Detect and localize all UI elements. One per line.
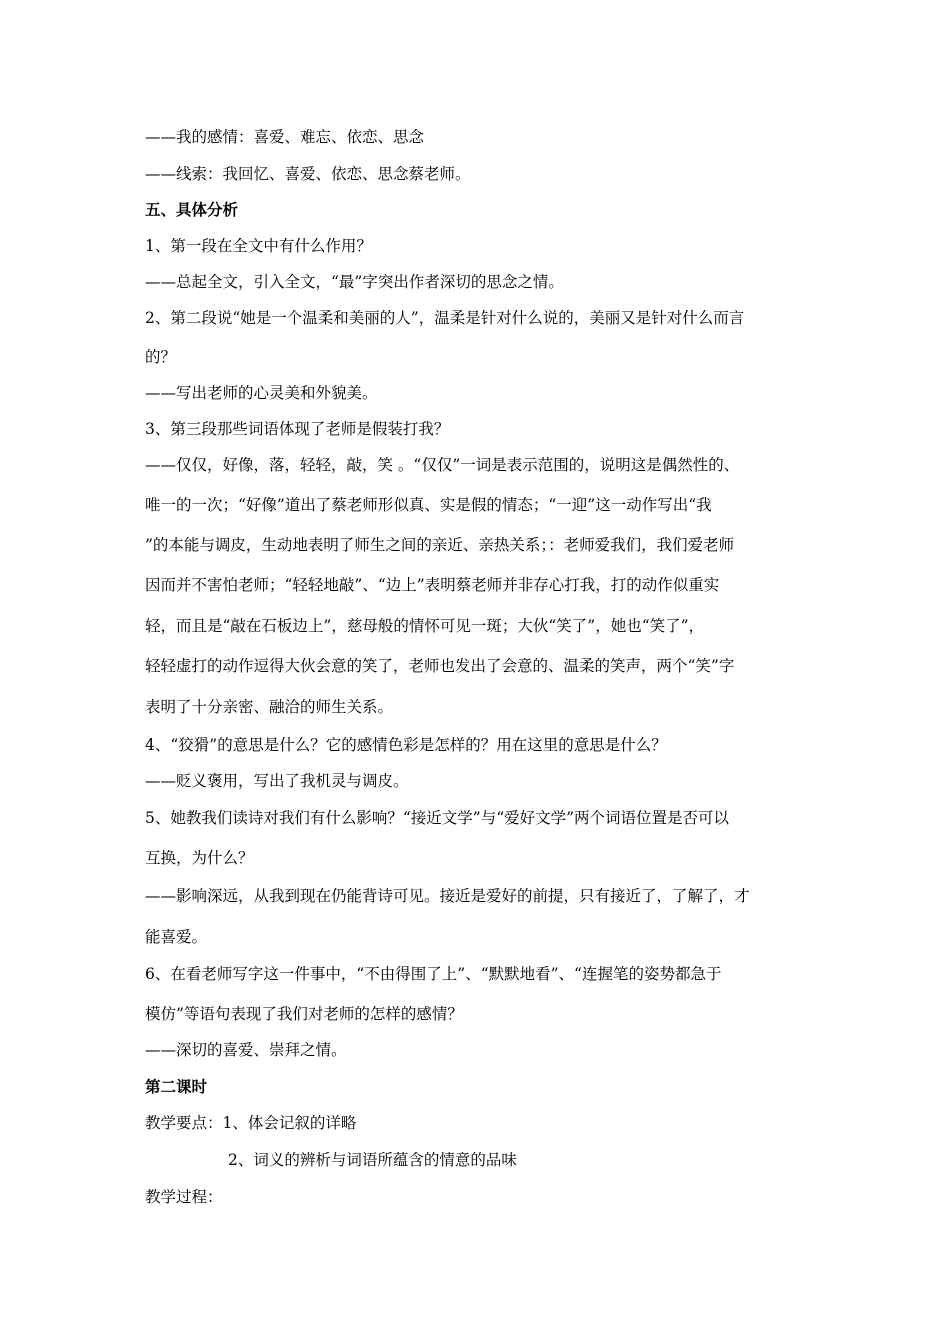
teaching-points-continued: 2、词义的辨析与词语所蕴含的情意的品味 [228, 1151, 517, 1169]
question-line: 2、第二段说“她是一个温柔和美丽的人”，温柔是针对什么说的，美丽又是针对什么而言 [145, 309, 745, 327]
answer-line: ——总起全文，引入全文，“最”字突出作者深切的思念之情。 [145, 273, 564, 291]
question-line: 1、第一段在全文中有什么作用？ [145, 237, 372, 255]
answer-line: ——深切的喜爱、崇拜之情。 [145, 1041, 347, 1059]
question-line: 互换，为什么？ [145, 849, 254, 867]
answer-line: 轻轻虚打的动作逗得大伙会意的笑了，老师也发出了会意的、温柔的笑声，两个“笑”字 [145, 657, 735, 675]
question-line: 3、第三段那些词语体现了老师是假装打我？ [145, 420, 450, 438]
answer-line: 表明了十分亲密、融洽的师生关系。 [145, 698, 394, 716]
section-heading: 五、具体分析 [145, 201, 239, 219]
teaching-points: 教学要点：1、体会记叙的详略 [145, 1114, 357, 1132]
answer-line: ——影响深远，从我到现在仍能背诗可见。接近是爱好的前提，只有接近了，了解了，才 [145, 887, 750, 905]
lesson-heading: 第二课时 [145, 1078, 208, 1096]
answer-line: ——写出老师的心灵美和外貌美。 [145, 384, 378, 402]
text-line: ——我的感情：喜爱、难忘、依恋、思念 [145, 128, 425, 146]
question-line: 6、在看老师写字这一件事中，“不由得围了上”、“默默地看”、“连握笔的姿势都急于 [145, 965, 722, 983]
question-line: 4、“狡猾”的意思是什么？它的感情色彩是怎样的？用在这里的意思是什么？ [145, 736, 667, 754]
answer-line: ”的本能与调皮，生动地表明了师生之间的亲近、亲热关系；：老师爱我们，我们爱老师 [145, 536, 735, 554]
question-line: 模仿”等语句表现了我们对老师的怎样的感情？ [145, 1005, 463, 1023]
answer-line: 轻，而且是“敲在石板边上”，慈母般的情怀可见一斑；大伙“笑了”，她也“笑了”， [145, 617, 705, 635]
question-line: 的？ [145, 348, 177, 366]
answer-line: 能喜爱。 [145, 928, 208, 946]
answer-line: ——仅仅，好像，落，轻轻，敲，笑 。“仅仅”一词是表示范围的，说明这是偶然性的、 [145, 456, 740, 474]
teaching-process-heading: 教学过程： [145, 1188, 223, 1206]
text-line: ——线索：我回忆、喜爱、依恋、思念蔡老师。 [145, 165, 471, 183]
question-line: 5、她教我们读诗对我们有什么影响？“接近文学”与“爱好文学”两个词语位置是否可以 [145, 809, 730, 827]
answer-line: 唯一的一次；“好像”道出了蔡老师形似真、实是假的情态；“一迎”这一动作写出“我 [145, 496, 712, 514]
answer-line: 因而并不害怕老师；“轻轻地敲”、“边上”表明蔡老师并非存心打我，打的动作似重实 [145, 576, 720, 594]
answer-line: ——贬义褒用，写出了我机灵与调皮。 [145, 772, 409, 790]
